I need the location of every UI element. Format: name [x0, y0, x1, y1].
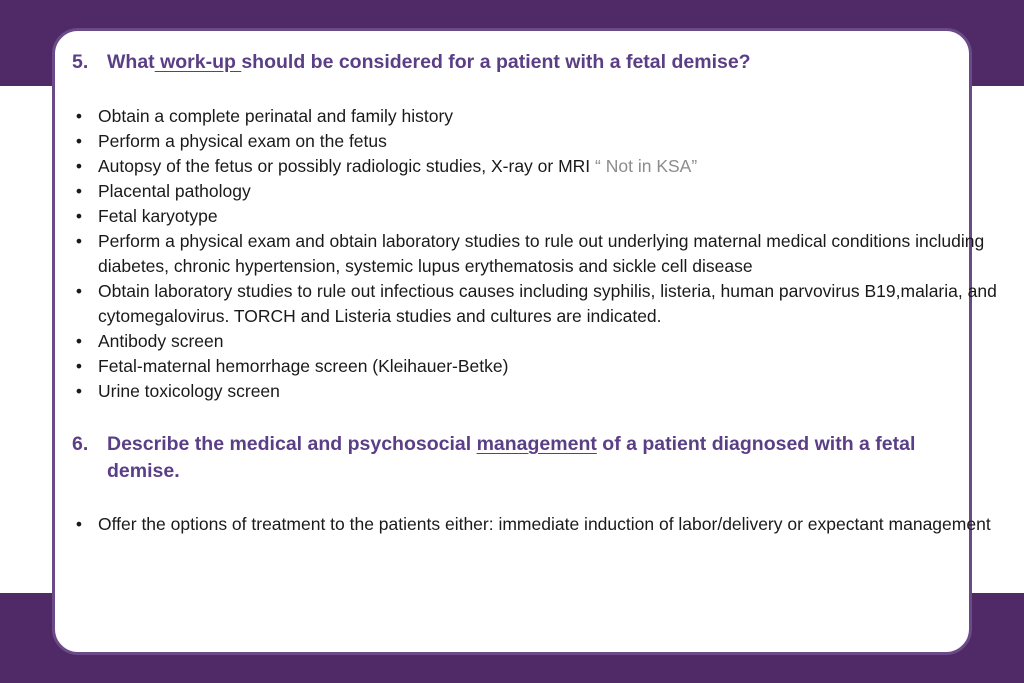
section-5-title	[72, 49, 972, 76]
list-item-text: Antibody screen	[98, 331, 224, 351]
section-6-title-start: Describe the medical and psychosocial	[107, 433, 477, 455]
section-5-number: 5.	[72, 51, 89, 73]
list-item-text: Obtain laboratory studies to rule out infectious causes including syphilis, listeria, human parvovirus B19,malaria, and cytomegalovirus. TORCH and Listeria studies and cultures are indicated.	[98, 281, 997, 326]
list-item	[72, 204, 1002, 229]
list-item-text: Perform a physical exam and obtain laboratory studies to rule out underlying maternal medical conditions including diabetes, chronic hypertension, systemic lupus erythematosis and sickle cell disease	[98, 231, 985, 276]
list-item-text: Autopsy of the fetus or possibly radiologic studies, X-ray or MRI	[98, 156, 591, 176]
list-item-text: Obtain a complete perinatal and family history	[98, 106, 454, 126]
section-6-heading	[72, 431, 952, 485]
list-item	[72, 354, 1002, 379]
list-item	[72, 154, 1002, 179]
bullet: •	[75, 514, 83, 534]
bullet: •	[75, 381, 83, 401]
bullet: •	[75, 181, 83, 201]
list-item	[72, 329, 1002, 354]
list-item-text: Urine toxicology screen	[98, 381, 280, 401]
section-6-title-end: of a patient diagnosed with a fetal demise.	[107, 433, 916, 482]
list-item-text: Perform a physical exam on the fetus	[98, 131, 387, 151]
section-6-number: 6.	[72, 433, 89, 455]
section-5-title-underlined: work-up	[154, 51, 242, 73]
bullet: •	[75, 106, 83, 126]
section-6-title-underlined: management	[476, 433, 597, 455]
list-item	[72, 129, 1002, 154]
bullet: •	[75, 331, 83, 351]
section-5-workup-list	[72, 104, 1002, 404]
bullet: •	[75, 156, 83, 176]
section-5-heading	[72, 49, 972, 76]
section-6-title	[72, 431, 952, 485]
list-item	[72, 104, 1002, 129]
not-in-ksa-note: “ Not in KSA”	[595, 156, 698, 176]
section-5-title-start: What	[107, 51, 155, 73]
list-item	[72, 179, 1002, 204]
bullet: •	[75, 206, 83, 226]
list-item	[72, 379, 1002, 404]
bullet: •	[75, 356, 83, 376]
bullet: •	[75, 231, 83, 251]
list-item	[72, 279, 1002, 329]
list-item-text: Offer the options of treatment to the patients either: immediate induction of labor/delivery or expectant management	[98, 514, 991, 534]
bullet: •	[75, 281, 83, 301]
section-6-management-list	[72, 512, 1002, 537]
list-item	[72, 512, 1002, 537]
list-item-text: Fetal karyotype	[98, 206, 218, 226]
list-item	[72, 229, 1002, 279]
bullet: •	[75, 131, 83, 151]
list-item-text: Placental pathology	[98, 181, 251, 201]
list-item-text: Fetal-maternal hemorrhage screen (Kleihauer-Betke)	[98, 356, 509, 376]
section-5-title-end: should be considered for a patient with a fetal demise?	[241, 51, 751, 73]
